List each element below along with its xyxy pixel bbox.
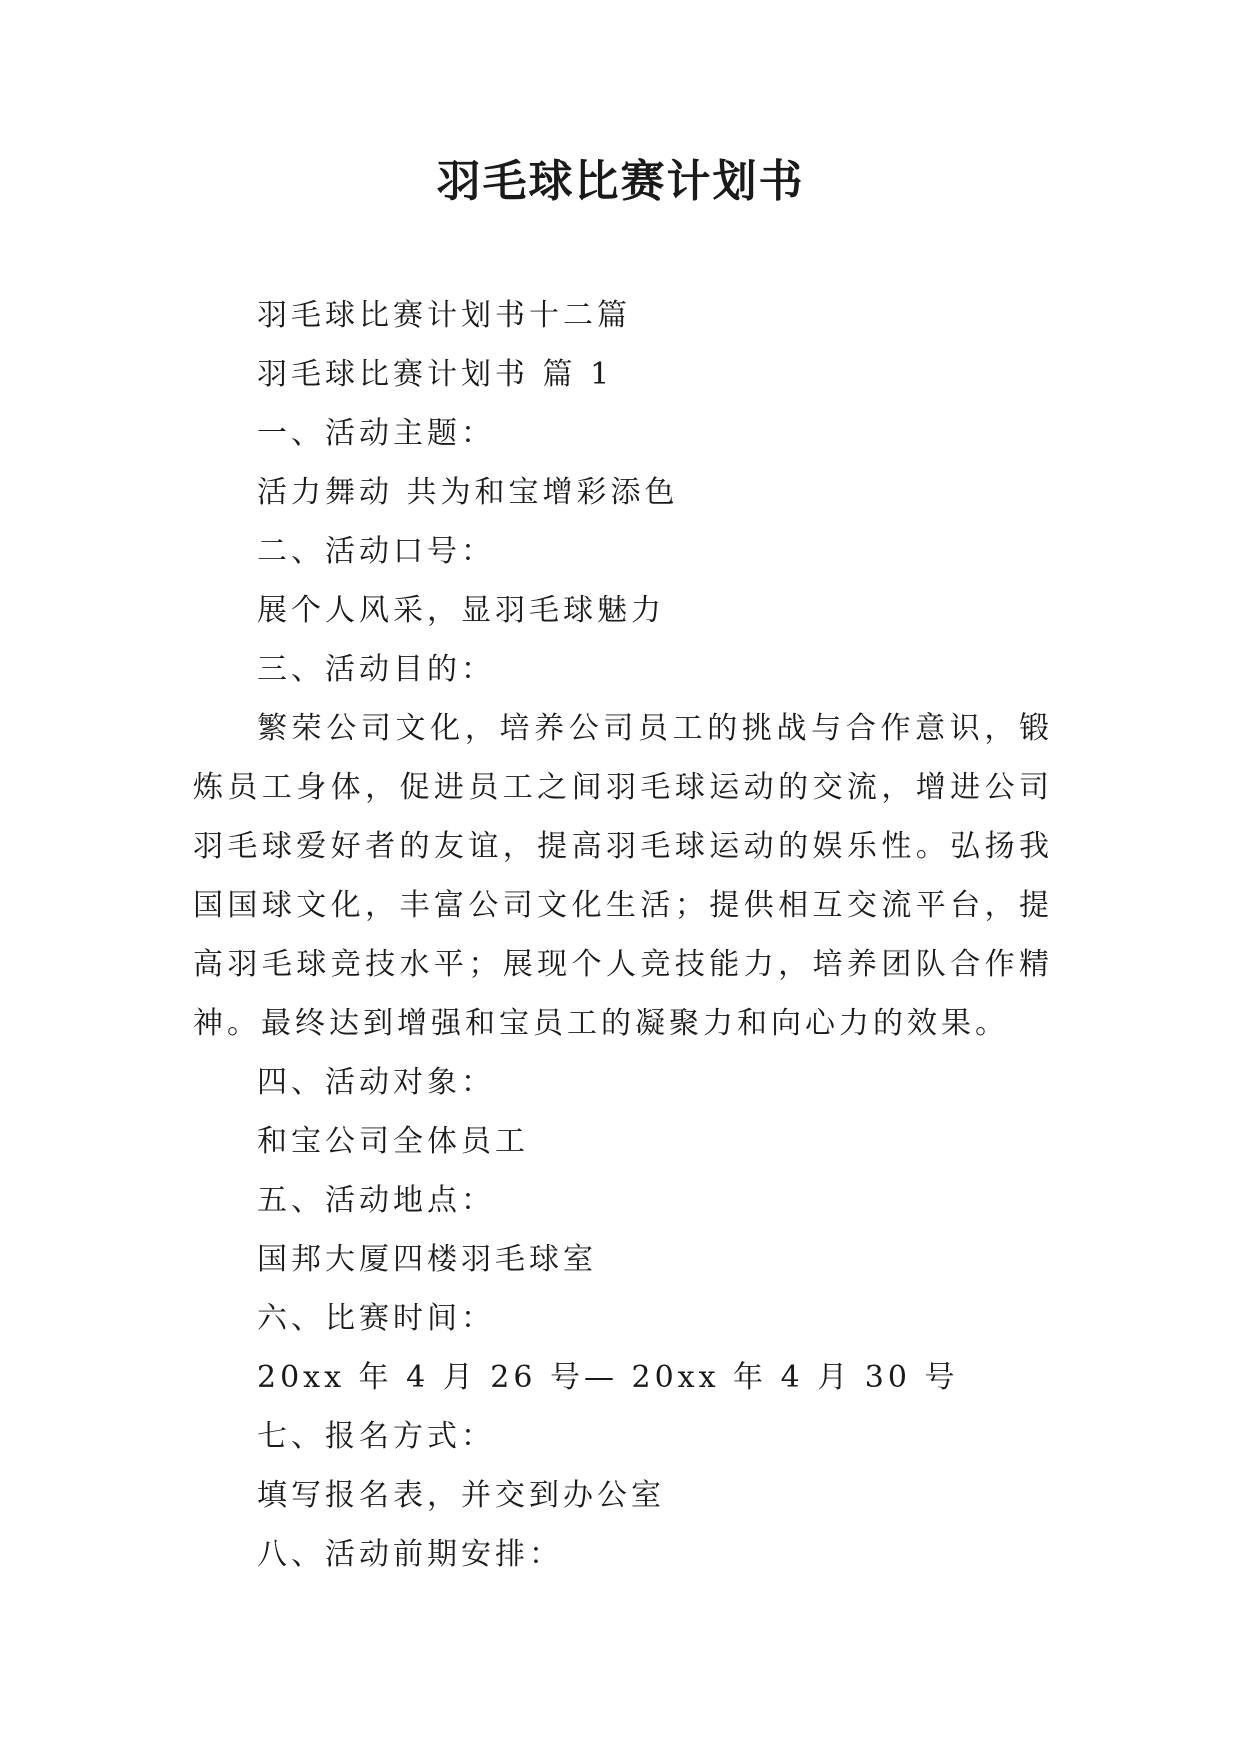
section-heading-slogan: 二、活动口号： <box>257 534 495 569</box>
location-text: 国邦大厦四楼羽毛球室 <box>257 1242 597 1277</box>
slogan-text: 展个人风采，显羽毛球魅力 <box>257 593 665 628</box>
document-body <box>193 286 1053 1584</box>
time-text: 20xx 年 4 月 26 号— 20xx 年 4 月 30 号 <box>257 1360 959 1395</box>
section-heading-purpose: 三、活动目的： <box>257 652 495 687</box>
audience-text: 和宝公司全体员工 <box>257 1124 529 1159</box>
document-title: 羽毛球比赛计划书 <box>436 156 805 207</box>
section-heading-time: 六、比赛时间： <box>257 1301 495 1336</box>
section-heading-audience: 四、活动对象： <box>257 1065 495 1100</box>
section-heading-location: 五、活动地点： <box>257 1183 495 1218</box>
subtitle-line: 羽毛球比赛计划书十二篇 <box>257 298 631 333</box>
purpose-paragraph: 繁荣公司文化，培养公司员工的挑战与合作意识，锻炼员工身体，促进员工之间羽毛球运动的交流，增进公司羽毛球爱好者的友谊，提高羽毛球运动的娱乐性。弘扬我国国球文化，丰富公司文化生活；提供相互交流平台，提高羽毛球竞技水平；展现个人竞技能力，培养团队合作精神。最终达到增强和宝员工的凝聚力和向心力的效果。 <box>193 711 1053 1041</box>
theme-text: 活力舞动 共为和宝增彩添色 <box>257 475 679 510</box>
section-heading-registration: 七、报名方式： <box>257 1419 495 1454</box>
chapter-heading: 羽毛球比赛计划书 篇 1 <box>257 357 614 392</box>
section-heading-theme: 一、活动主题： <box>257 416 495 451</box>
registration-text: 填写报名表，并交到办公室 <box>257 1478 665 1513</box>
section-heading-preparation: 八、活动前期安排： <box>257 1537 563 1572</box>
